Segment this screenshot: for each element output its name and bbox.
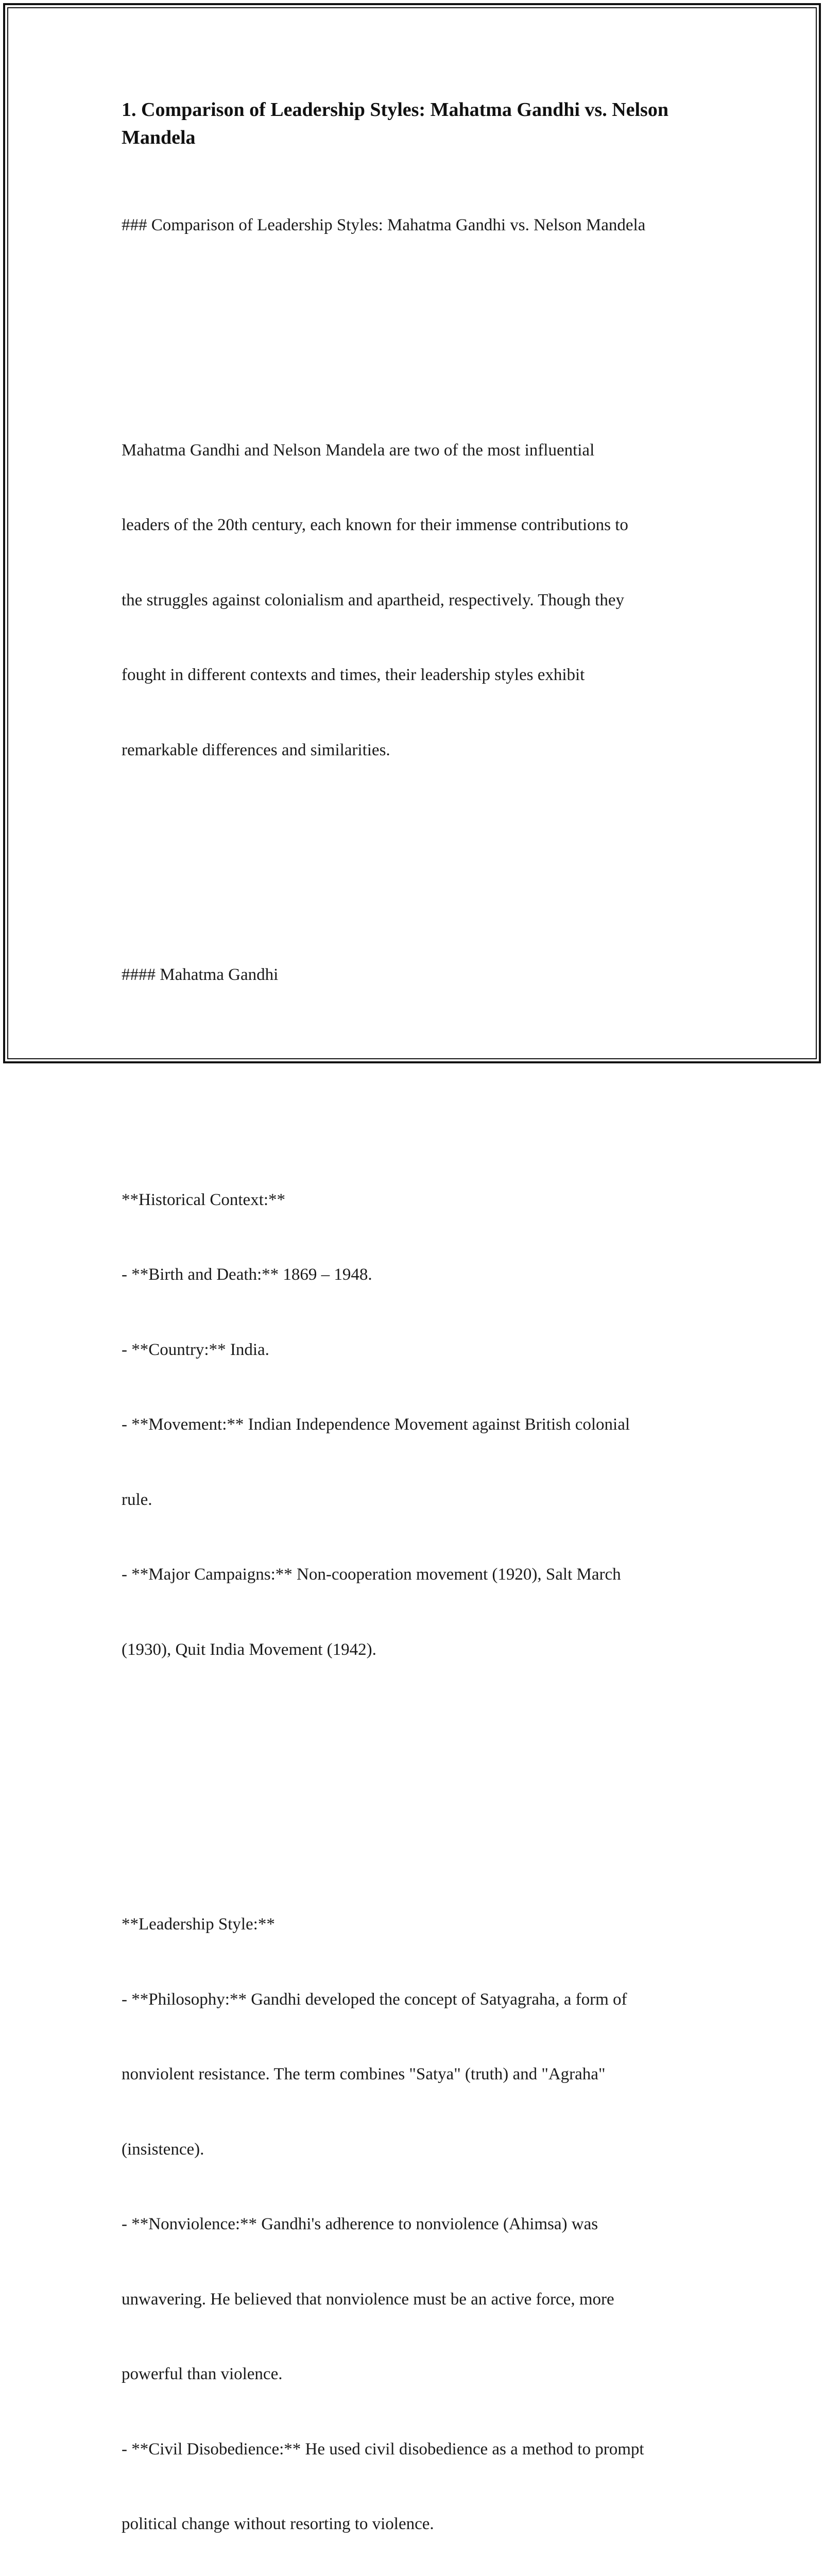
intro-line: Mahatma Gandhi and Nelson Mandela are two of the most influential xyxy=(122,440,595,460)
context-line: (1930), Quit India Movement (1942). xyxy=(122,1640,376,1659)
document-page xyxy=(122,96,709,2576)
style-line: - **Civil Disobedience:** He used civil disobedience as a method to prompt xyxy=(122,2439,644,2459)
markdown-subheading: ### Comparison of Leadership Styles: Mahatma Gandhi vs. Nelson Mandela xyxy=(122,216,646,234)
style-line: (insistence). xyxy=(122,2140,204,2159)
document-title: 1. Comparison of Leadership Styles: Mahatma Gandhi vs. Nelson Mandela xyxy=(122,99,668,148)
blank-line xyxy=(122,862,709,888)
style-line: political change without resorting to violence. xyxy=(122,2515,434,2533)
style-line: nonviolent resistance. The term combines "Satya" (truth) and "Agraha" xyxy=(122,2065,606,2083)
context-line: - **Birth and Death:** 1869 – 1948. xyxy=(122,1265,372,1284)
gandhi-heading: #### Mahatma Gandhi xyxy=(122,965,279,984)
leadership-style-label: **Leadership Style:** xyxy=(122,1915,275,1934)
context-line: - **Major Campaigns:** Non-cooperation movement (1920), Salt March xyxy=(122,1565,621,1584)
intro-line: leaders of the 20th century, each known for their immense contributions to xyxy=(122,516,628,534)
blank-line xyxy=(122,1038,709,1063)
intro-paragraph xyxy=(122,388,709,813)
context-line: - **Country:** India. xyxy=(122,1340,269,1359)
blank-line xyxy=(122,1762,709,1787)
historical-context-section xyxy=(122,1138,709,1713)
style-line: - **Nonviolence:** Gandhi's adherence to nonviolence (Ahimsa) was xyxy=(122,2215,598,2233)
context-line: rule. xyxy=(122,1490,152,1509)
intro-line: remarkable differences and similarities. xyxy=(122,740,390,759)
style-line: - **Philosophy:** Gandhi developed the concept of Satyagraha, a form of xyxy=(122,1990,627,2009)
leadership-style-section xyxy=(122,1862,709,2576)
intro-line: the struggles against colonialism and apartheid, respectively. Though they xyxy=(122,590,624,609)
style-line: unwavering. He believed that nonviolence must be an active force, more xyxy=(122,2290,614,2309)
context-line: - **Movement:** Indian Independence Movement against British colonial xyxy=(122,1415,630,1434)
document-body xyxy=(122,163,709,2576)
intro-line: fought in different contexts and times, their leadership styles exhibit xyxy=(122,666,585,684)
blank-line xyxy=(122,288,709,313)
style-line: powerful than violence. xyxy=(122,2365,283,2383)
historical-context-label: **Historical Context:** xyxy=(122,1190,286,1209)
